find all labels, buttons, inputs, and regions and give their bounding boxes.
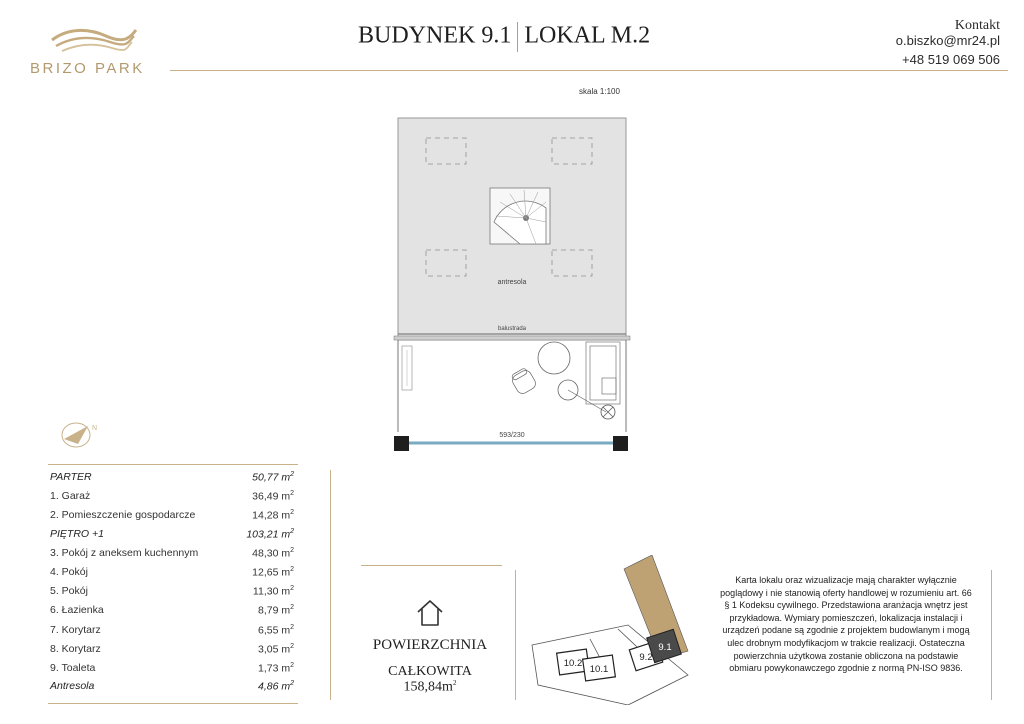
scale-label: skala 1:100 xyxy=(579,87,620,96)
spiral-stairs-icon xyxy=(490,188,550,244)
table-row: 5. Pokój 11,30 $m^2$ xyxy=(50,585,294,598)
room-area: 3,05 m xyxy=(257,643,291,656)
room-area: 1,73 m xyxy=(257,662,291,675)
site-label-10-2: 10.2 xyxy=(563,658,583,669)
table-row: 3. Pokój z aneksem kuchennym 48,30 $m^2$ xyxy=(50,547,294,560)
header-rule xyxy=(170,70,1008,71)
room-area: 8,79 m xyxy=(257,604,291,617)
room-area: 6,55 m xyxy=(257,624,291,637)
room-area: 11,30 m xyxy=(252,585,291,598)
brizo-park-logo-waves xyxy=(48,24,138,56)
svg-text:N: N xyxy=(92,425,98,432)
table-row: 6. Łazienka 8,79 $m^2$ xyxy=(50,604,294,617)
site-location-map xyxy=(528,555,713,705)
table-row: 2. Pomieszczenie gospodarcze 14,28 $m^2$ xyxy=(50,509,294,522)
unit-label: LOKAL M.2 xyxy=(524,22,651,49)
brand-name: BRIZO PARK xyxy=(30,60,145,77)
room-name: 8. Korytarz xyxy=(50,643,101,655)
contact-phone[interactable]: +48 519 069 506 xyxy=(902,52,1000,67)
section-label: PARTER xyxy=(50,471,92,483)
table-row-pietro: PIĘTRO +1 103,21 $m^2$ xyxy=(50,528,294,541)
table-bottom-rule xyxy=(48,703,298,704)
legal-disclaimer: Karta lokalu oraz wizualizacje mają charakter wyłącznie poglądowy i nie stanowią oferty handlowej w rozumieniu art. 66 § 1 Kodeksu cywilnego. Przedstawiona aranżacja wnętrz jest przykładowa. Wymiary pomieszczeń, lokalizacja instalacji i urządzeń podane są zgodnie z projektem budowlanym i mogą ulec drobnym modyfikacjom w trakcie realizacji. Ostateczna powierzchnia użytkowa zostanie obliczona na podstawie obmiaru powykonawczego zgodnie z normą PN-ISO 9836. xyxy=(720,575,972,674)
table-top-rule xyxy=(48,464,298,465)
room-name: 5. Pokój xyxy=(50,585,88,597)
table-row: 4. Pokój 12,65 $m^2$ xyxy=(50,566,294,579)
section-area: 103,21 m xyxy=(246,528,291,541)
house-icon xyxy=(414,597,446,629)
building-label: BUDYNEK 9.1 xyxy=(358,22,512,49)
room-area: 12,65 m xyxy=(252,566,291,579)
site-label-10-1: 10.1 xyxy=(589,664,609,675)
room-name: 2. Pomieszczenie gospodarcze xyxy=(50,509,196,521)
table-row-parter: PARTER 50,77 $m^2$ xyxy=(50,471,294,484)
total-area-value: $158,84m^2$ xyxy=(403,679,457,695)
room-name: 4. Pokój xyxy=(50,566,88,578)
table-row: 9. Toaleta 1,73 $m^2$ xyxy=(50,662,294,675)
title-separator xyxy=(517,22,518,52)
site-label-9-1: 9.1 xyxy=(658,642,672,653)
room-name: 9. Toaleta xyxy=(50,662,96,674)
balustrade-label: balustrada xyxy=(497,326,527,332)
room-name: 6. Łazienka xyxy=(50,604,104,616)
room-area: 36,49 m xyxy=(252,490,291,503)
mezzanine-label: antresola xyxy=(497,279,527,286)
compass-north-icon xyxy=(58,420,102,450)
room-area: 48,30 m xyxy=(252,547,291,560)
room-name: 3. Pokój z aneksem kuchennym xyxy=(50,547,199,559)
room-name: 1. Garaż xyxy=(50,490,91,502)
window-dimension-label: 593/230 xyxy=(499,432,525,439)
table-row: 1. Garaż 36,49 $m^2$ xyxy=(50,490,294,503)
section-label: Antresola xyxy=(50,680,95,692)
page-title xyxy=(358,22,650,52)
table-row: 7. Korytarz 6,55 $m^2$ xyxy=(50,624,294,637)
divider-vertical xyxy=(515,570,516,700)
contact-email[interactable]: o.biszko@mr24.pl xyxy=(895,33,1000,48)
section-area: 50,77 m xyxy=(252,471,291,484)
divider-vertical xyxy=(330,470,331,700)
section-area: 4,86 m xyxy=(257,680,291,693)
table-row-antresola: Antresola 4,86 $m^2$ xyxy=(50,680,294,693)
total-area-label-line2: CAŁKOWITA xyxy=(388,664,472,679)
room-name: 7. Korytarz xyxy=(50,624,101,636)
floor-plan xyxy=(390,110,635,455)
divider-vertical xyxy=(991,570,992,700)
contact-label: Kontakt xyxy=(954,18,1000,33)
site-label-9-2: 9.2 xyxy=(639,652,653,663)
table-row: 8. Korytarz 3,05 $m^2$ xyxy=(50,643,294,656)
total-top-rule xyxy=(361,565,502,566)
room-area: 14,28 m xyxy=(252,509,291,522)
total-area-label-line1: POWIERZCHNIA xyxy=(372,637,488,653)
section-label: PIĘTRO +1 xyxy=(50,528,104,540)
